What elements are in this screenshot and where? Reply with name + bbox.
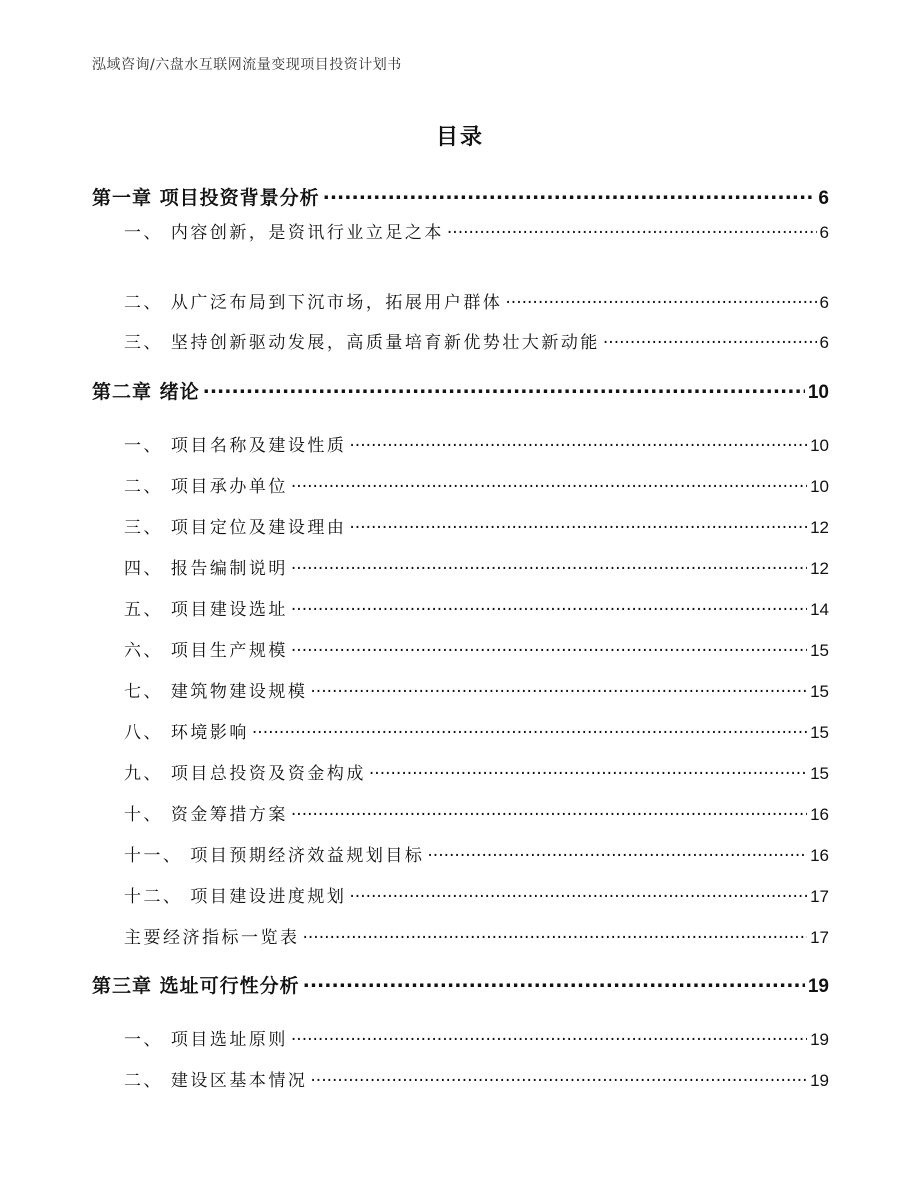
toc-entry-label: 一、 项目选址原则 — [124, 1030, 288, 1050]
page-header: 泓域咨询/六盘水互联网流量变现项目投资计划书 — [92, 57, 402, 73]
toc-entry-label: 第三章 选址可行性分析 — [92, 975, 300, 997]
toc-page-number: 6 — [818, 188, 829, 209]
toc-page-number: 17 — [810, 887, 829, 906]
toc-leader-dots — [505, 291, 816, 308]
toc-page-number: 16 — [810, 805, 829, 824]
toc-entry-label: 十一、 项目预期经济效益规划目标 — [124, 846, 425, 866]
toc-leader-dots — [603, 331, 817, 348]
toc-section[interactable] — [92, 1066, 829, 1091]
toc-entry-label: 一、 内容创新，是资讯行业立足之本 — [124, 223, 444, 243]
toc-section[interactable] — [92, 328, 829, 353]
toc-leader-dots — [291, 639, 807, 656]
toc-leader-dots — [291, 475, 807, 492]
toc-entry-label: 第一章 项目投资背景分析 — [92, 187, 320, 209]
toc-leader-dots — [291, 557, 807, 574]
toc-leader-dots — [323, 185, 816, 204]
toc-entry-label: 九、 项目总投资及资金构成 — [124, 764, 366, 784]
toc-leader-dots — [303, 973, 805, 992]
toc-leader-dots — [291, 1028, 807, 1045]
toc-entry-label: 三、 坚持创新驱动发展，高质量培育新优势壮大新动能 — [124, 333, 600, 353]
toc-page-number: 10 — [810, 477, 829, 496]
toc-title: 目录 — [435, 125, 484, 150]
toc-section[interactable] — [92, 218, 829, 243]
toc-leader-dots — [349, 434, 807, 451]
toc-entry-label: 主要经济指标一览表 — [124, 928, 300, 948]
toc-page-number: 6 — [819, 223, 829, 242]
toc-leader-dots — [310, 1069, 807, 1086]
toc-entry-label: 二、 建设区基本情况 — [124, 1071, 308, 1091]
toc-section[interactable] — [92, 677, 829, 702]
toc-page-number: 14 — [810, 600, 829, 619]
toc-leader-dots — [303, 926, 808, 943]
toc-page-number: 17 — [810, 928, 829, 947]
toc-section[interactable] — [92, 513, 829, 538]
toc-entry-label: 第二章 绪论 — [92, 381, 200, 403]
toc-section[interactable] — [92, 1025, 829, 1050]
toc-entry-label: 一、 项目名称及建设性质 — [124, 436, 347, 456]
toc-entry-label: 六、 项目生产规模 — [124, 641, 288, 661]
toc-page-number: 15 — [810, 682, 829, 701]
toc-page-number: 15 — [810, 764, 829, 783]
toc-leader-dots — [349, 516, 807, 533]
toc-page-number: 10 — [807, 382, 829, 403]
toc-entry-label: 四、 报告编制说明 — [124, 559, 288, 579]
toc-section[interactable] — [92, 472, 829, 497]
toc-section[interactable] — [92, 288, 829, 313]
toc-page-number: 19 — [810, 1071, 829, 1090]
toc-leader-dots — [291, 803, 807, 820]
toc-chapter-2[interactable] — [92, 377, 829, 404]
toc-leader-dots — [291, 598, 807, 615]
toc-leader-dots — [203, 379, 805, 398]
toc-leader-dots — [252, 721, 807, 738]
toc-page-number: 12 — [810, 559, 829, 578]
toc-entry-label: 二、 项目承办单位 — [124, 477, 288, 497]
toc-chapter-1[interactable] — [92, 183, 829, 210]
toc-page-number: 19 — [810, 1030, 829, 1049]
toc-section[interactable] — [92, 882, 829, 907]
toc-entry-label: 十二、 项目建设进度规划 — [124, 887, 347, 907]
toc-entry-label: 五、 项目建设选址 — [124, 600, 288, 620]
toc-page-number: 19 — [807, 976, 829, 997]
toc-page-number: 6 — [819, 293, 829, 312]
toc-entry-label: 二、 从广泛布局到下沉市场，拓展用户群体 — [124, 293, 503, 313]
toc-page-number: 12 — [810, 518, 829, 537]
toc-page-number: 16 — [810, 846, 829, 865]
toc-leader-dots — [427, 844, 807, 861]
toc-page-number: 15 — [810, 723, 829, 742]
toc-leader-dots — [349, 885, 807, 902]
toc-leader-dots — [447, 221, 817, 238]
toc-entry-label: 八、 环境影响 — [124, 723, 249, 743]
toc-leader-dots — [369, 762, 807, 779]
toc-page-number: 6 — [819, 333, 829, 352]
toc-section[interactable] — [92, 759, 829, 784]
toc-section[interactable] — [92, 923, 829, 948]
toc-section[interactable] — [92, 554, 829, 579]
toc-chapter-3[interactable] — [92, 971, 829, 998]
toc-leader-dots — [310, 680, 807, 697]
toc-entry-label: 三、 项目定位及建设理由 — [124, 518, 347, 538]
toc-section[interactable] — [92, 718, 829, 743]
toc-page-number: 15 — [810, 641, 829, 660]
table-of-contents — [92, 0, 829, 1191]
toc-entry-label: 七、 建筑物建设规模 — [124, 682, 308, 702]
toc-section[interactable] — [92, 431, 829, 456]
toc-page-number: 10 — [810, 436, 829, 455]
toc-section[interactable] — [92, 841, 829, 866]
toc-section[interactable] — [92, 636, 829, 661]
toc-section[interactable] — [92, 595, 829, 620]
toc-entry-label: 十、 资金筹措方案 — [124, 805, 288, 825]
toc-section[interactable] — [92, 800, 829, 825]
